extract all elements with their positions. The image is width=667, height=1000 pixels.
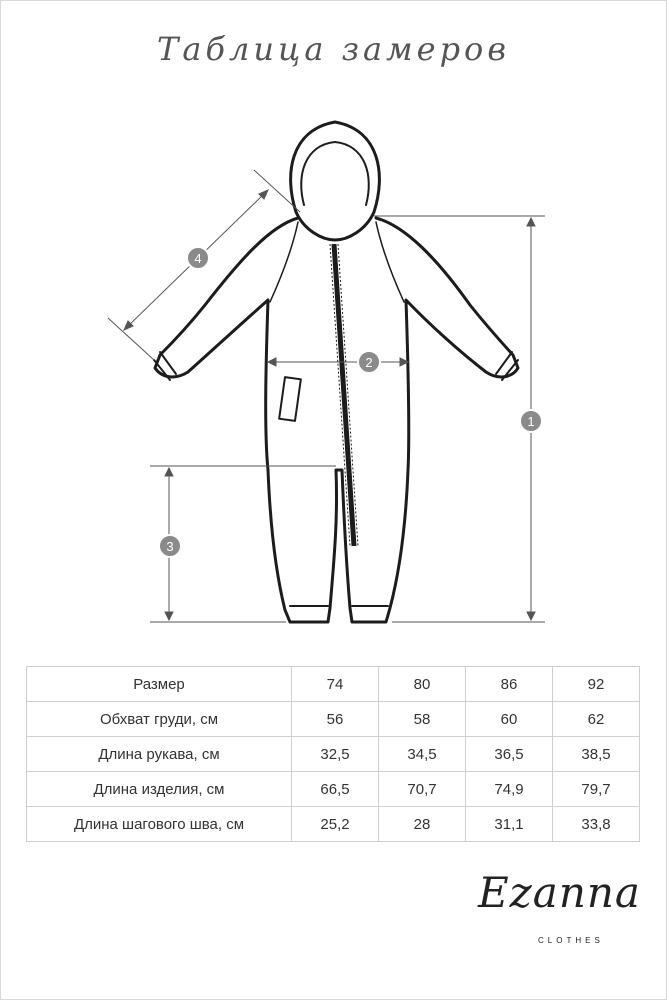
logo-subtitle: CLOTHES bbox=[538, 936, 604, 945]
page-title: Таблица замеров bbox=[157, 30, 510, 68]
table-cell: 79,7 bbox=[553, 772, 640, 807]
marker-4 bbox=[187, 247, 209, 269]
logo-script: Ezanna bbox=[478, 868, 641, 917]
table-cell: 92 bbox=[553, 667, 640, 702]
marker-2 bbox=[358, 351, 380, 373]
table-cell: 62 bbox=[553, 702, 640, 737]
jumpsuit-outline bbox=[154, 122, 518, 622]
table-cell: 58 bbox=[379, 702, 466, 737]
row-label: Длина рукава, см bbox=[27, 737, 292, 772]
table-cell: 38,5 bbox=[553, 737, 640, 772]
table-row bbox=[27, 807, 640, 842]
table-cell: 31,1 bbox=[466, 807, 553, 842]
table-cell: 25,2 bbox=[292, 807, 379, 842]
table-row bbox=[27, 702, 640, 737]
table-row bbox=[27, 737, 640, 772]
table-cell: 86 bbox=[466, 667, 553, 702]
svg-text:4: 4 bbox=[194, 251, 202, 266]
size-table bbox=[26, 666, 640, 842]
row-label: Длина шагового шва, см bbox=[27, 807, 292, 842]
table-cell: 60 bbox=[466, 702, 553, 737]
jumpsuit-diagram bbox=[0, 100, 667, 640]
table-row bbox=[27, 772, 640, 807]
table-cell: 70,7 bbox=[379, 772, 466, 807]
marker-1 bbox=[520, 410, 542, 432]
table-cell: 74 bbox=[292, 667, 379, 702]
svg-text:2: 2 bbox=[365, 355, 373, 370]
svg-text:1: 1 bbox=[527, 414, 535, 429]
table-cell: 33,8 bbox=[553, 807, 640, 842]
svg-text:3: 3 bbox=[166, 539, 174, 554]
table-cell: 36,5 bbox=[466, 737, 553, 772]
table-cell: 74,9 bbox=[466, 772, 553, 807]
marker-3 bbox=[159, 535, 181, 557]
table-cell: 66,5 bbox=[292, 772, 379, 807]
row-label: Длина изделия, см bbox=[27, 772, 292, 807]
row-label: Размер bbox=[27, 667, 292, 702]
table-cell: 28 bbox=[379, 807, 466, 842]
table-cell: 32,5 bbox=[292, 737, 379, 772]
brand-logo bbox=[478, 868, 641, 958]
row-label: Обхват груди, см bbox=[27, 702, 292, 737]
table-row bbox=[27, 667, 640, 702]
table-cell: 56 bbox=[292, 702, 379, 737]
table-cell: 80 bbox=[379, 667, 466, 702]
table-cell: 34,5 bbox=[379, 737, 466, 772]
